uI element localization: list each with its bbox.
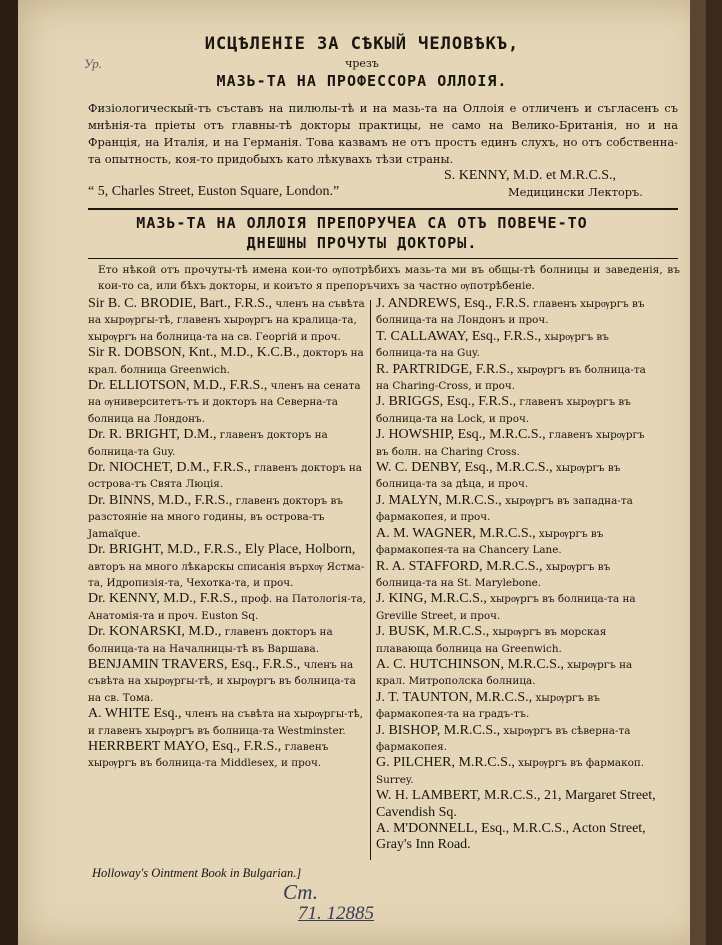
doctor-name: J. BRIGGS, Esq., F.R.S.,: [376, 394, 517, 410]
list-item: [88, 591, 370, 624]
doctor-description: хырѹргъ въ болница-та на St. Marylebone.: [376, 560, 611, 589]
doctor-name: J. BISHOP, M.R.C.S.,: [376, 722, 501, 738]
doctor-description: главенъ хырѹргъ въ болница-та Middlesex, и проч.: [88, 740, 329, 770]
doctor-description: хырѹргъ въ фармакоп. Surrey.: [376, 757, 645, 786]
list-item: [376, 526, 658, 559]
doctor-name: A. M. WAGNER, M.R.C.S.,: [376, 525, 536, 541]
doctor-name: J. HOWSHIP, Esq., M.R.C.S.,: [376, 427, 546, 443]
doctors-list-left: [88, 296, 370, 772]
list-item: [376, 788, 658, 821]
list-item: [88, 378, 370, 427]
doctor-name: A. C. HUTCHINSON, M.R.C.S.,: [376, 656, 564, 672]
doctors-list-right: [376, 296, 658, 854]
signature-role: Медицински Лекторъ.: [508, 185, 643, 199]
footer-note: Holloway's Ointment Book in Bulgarian.]: [92, 866, 302, 880]
list-item: [376, 690, 658, 723]
list-item: [376, 657, 658, 690]
doctor-name: A. M'DONNELL, Esq., M.R.C.S., Acton Street, Gray's Inn Road.: [376, 821, 646, 853]
doctor-description: хырѹргъ въ морская плавающа болница на Greenwich.: [376, 626, 607, 655]
page-subtitle: МАЗЬ-ТА НА ПРОФЕССОРА ОЛЛОІЯ.: [216, 72, 508, 90]
doctor-name: Dr. KONARSKI, M.D.,: [88, 624, 222, 640]
doctor-description: хырѹргъ въ болница-та на Greville Street, и проч.: [376, 593, 636, 622]
list-item: [376, 329, 658, 362]
doctor-name: T. CALLAWAY, Esq., F.R.S.,: [376, 328, 542, 344]
doctor-description: главенъ докторъ въ разстояніе на много годины, въ острова-тъ Jamaïque.: [88, 494, 343, 540]
doctor-description: членъ на съвѣта на хырѹргы-тѣ, и главенъ хырѹргъ въ болница-та Westminster.: [88, 708, 363, 737]
list-item: [376, 624, 658, 657]
list-item: [376, 559, 658, 592]
book-spine: [0, 0, 18, 945]
doctor-description: проф. на Патологія-та, Анатомія-та и проч. Euston Sq.: [88, 593, 367, 622]
list-item: [88, 624, 370, 657]
doctor-name: R. PARTRIDGE, F.R.S.,: [376, 361, 514, 377]
doctor-name: Dr. NIOCHET, D.M., F.R.S.,: [88, 460, 251, 476]
doctor-name: Dr. KENNY, M.D., F.R.S.,: [88, 591, 238, 607]
page-edge: [690, 0, 706, 945]
doctor-description: членъ на сената на ѹниверситетъ-тъ и докторъ на Северна-та болница на Лондонъ.: [88, 380, 361, 425]
doctor-description: хырѹргъ въ болница-та за дѣца, и проч.: [376, 462, 621, 491]
list-item: [88, 345, 370, 378]
column-divider: [370, 300, 371, 860]
doctor-description: членъ на съвѣта на хырѹргы-тѣ, и хырѹргъ въ болница-та на св. Тома.: [88, 658, 356, 704]
doctor-description: главенъ докторъ на болница-та Guy.: [88, 429, 328, 458]
doctor-name: J. KING, M.R.C.S.,: [376, 591, 487, 607]
doctor-name: Dr. BRIGHT, M.D., F.R.S., Ely Place, Holborn,: [88, 542, 356, 558]
list-item: [376, 394, 658, 427]
doctor-description: хырѹргъ въ болница-та на Charing-Cross, и проч.: [376, 363, 646, 393]
library-stamp: Ст.: [283, 880, 318, 904]
doctor-name: J. T. TAUNTON, M.R.C.S.,: [376, 689, 533, 705]
divider-top: [88, 208, 678, 210]
list-item: [88, 542, 370, 591]
doctor-description: главенъ докторъ на болница-та на Началницы-тѣ въ Варшава.: [88, 626, 333, 655]
doctor-name: A. WHITE Esq.,: [88, 706, 182, 722]
doctor-name: Dr. ELLIOTSON, M.D., F.R.S.,: [88, 378, 268, 394]
divider-mid: [88, 258, 678, 259]
list-item: [376, 493, 658, 526]
doctor-description: хырѹргъ въ фармакопея-та на Chancery Lane.: [376, 527, 604, 557]
list-item: [376, 821, 658, 854]
doctor-name: J. BUSK, M.R.C.S.,: [376, 624, 490, 640]
list-item: [376, 591, 658, 624]
doctor-description: главенъ хырѹргъ въ болница-та на Lock, и проч.: [376, 396, 631, 425]
doctor-description: хырѹргъ въ фармакопея-та на градъ-тъ.: [376, 691, 600, 721]
doctor-description: главенъ хырѹргъ въ болн. на Charing Cross.: [376, 429, 645, 458]
doctor-name: Sir R. DOBSON, Knt., M.D., K.C.B.,: [88, 345, 300, 361]
doctor-name: J. MALYN, M.R.C.S.,: [376, 492, 502, 508]
doctor-name: W. H. LAMBERT, M.R.C.S., 21, Margaret Street, Cavendish Sq.: [376, 788, 656, 820]
doctor-name: BENJAMIN TRAVERS, Esq., F.R.S.,: [88, 656, 301, 672]
list-item: [376, 296, 658, 329]
doctor-description: хырѹргъ въ западна-та фармакопея, и проч.: [376, 494, 633, 524]
doctor-description: хырѹргъ въ болница-та на Guy.: [376, 330, 609, 360]
list-item: [88, 427, 370, 460]
doctor-name: W. C. DENBY, Esq., M.R.C.S.,: [376, 460, 553, 476]
list-item: [88, 493, 370, 542]
doctor-description: докторъ на крал. болница Greenwich.: [88, 347, 364, 376]
doctor-description: членъ на съвѣта на хырѹргы-тѣ, главенъ хырѹргъ на кралица-та, хырѹргъ на болница-та на св. Георгій и проч.: [88, 298, 365, 343]
library-number: 71. 12885: [298, 903, 374, 924]
list-item: [376, 427, 658, 460]
doctor-name: J. ANDREWS, Esq., F.R.S.: [376, 296, 530, 311]
doctor-description: хырѹргъ въ сѣверна-та фармакопея.: [376, 724, 631, 753]
doctor-description: главенъ хырѹргъ въ болница-та на Лондонъ и проч.: [376, 298, 645, 327]
doctor-name: Dr. BINNS, M.D., F.R.S.,: [88, 492, 233, 508]
doctor-name: Sir B. C. BRODIE, Bart., F.R.S.,: [88, 296, 273, 311]
doctor-name: G. PILCHER, M.R.C.S.,: [376, 755, 515, 771]
section-heading-line2: ДНЕШНЫ ПРОЧУТЫ ДОКТОРЫ.: [246, 234, 478, 252]
title-connector: чрезъ: [345, 57, 379, 70]
section-heading-line1: МАЗЬ-ТА НА ОЛЛОІЯ ПРЕПОРУЧЕА СА ОТЪ ПОВЕЧЕ-ТО: [136, 214, 588, 232]
document-page: [18, 0, 706, 945]
doctor-name: HERRBERT MAYO, Esq., F.R.S.,: [88, 738, 282, 754]
doctor-name: R. A. STAFFORD, M.R.C.S.,: [376, 558, 543, 574]
pencil-annotation: Ур.: [84, 56, 102, 71]
list-item: [88, 706, 370, 739]
list-item: [88, 739, 370, 772]
signature-address: “ 5, Charles Street, Euston Square, London.”: [88, 184, 340, 199]
list-item: [376, 362, 658, 395]
list-item: [88, 296, 370, 345]
list-item: [88, 460, 370, 493]
list-item: [376, 723, 658, 756]
doctor-description: хырѹргъ на крал. Митрополска болница.: [376, 658, 633, 688]
list-item: [376, 460, 658, 493]
doctor-description: главенъ докторъ на острова-тъ Свята Люція.: [88, 462, 362, 491]
list-item: [376, 755, 658, 788]
list-item: [88, 657, 370, 706]
signature-name: S. KENNY, M.D. et M.R.C.S.,: [444, 168, 617, 183]
doctor-name: Dr. R. BRIGHT, D.M.,: [88, 427, 217, 443]
intro-paragraph: Физіологическый-тъ съставъ на пилюлы-тѣ и на мазь-та на Оллоія е отличенъ и съгласенъ съ мнѣнія-та пріеты отъ главны-тѣ докторы практицы, не само на Велико-Британія, но и на Франція, на Италія, и на Германія. Това казвамъ не отъ простъ единъ слухъ, но отъ собственна-та опытность, коя-то придобыхъ като лѣкувахъ тѣзи страны.: [88, 101, 678, 166]
doctor-description: авторъ на много лѣкарскы списанія върхѹ Ястма-та, Идропизія-та, Чехотка-та, и проч.: [88, 560, 365, 589]
page-title: ИСЦѢЛЕНІЕ ЗА СѢКЫЙ ЧЕЛОВѢКЪ,: [204, 34, 520, 54]
lead-paragraph: Ето нѣкой отъ прочуты-тѣ имена кои-то ѹпотрѣбихъ мазь-та ми въ общы-тѣ болницы и заведенія, въ кои-то са, или бѣхъ докторы, и коиъто я препоръчихъ за частно ѹпотрѣбеніе.: [98, 264, 680, 292]
